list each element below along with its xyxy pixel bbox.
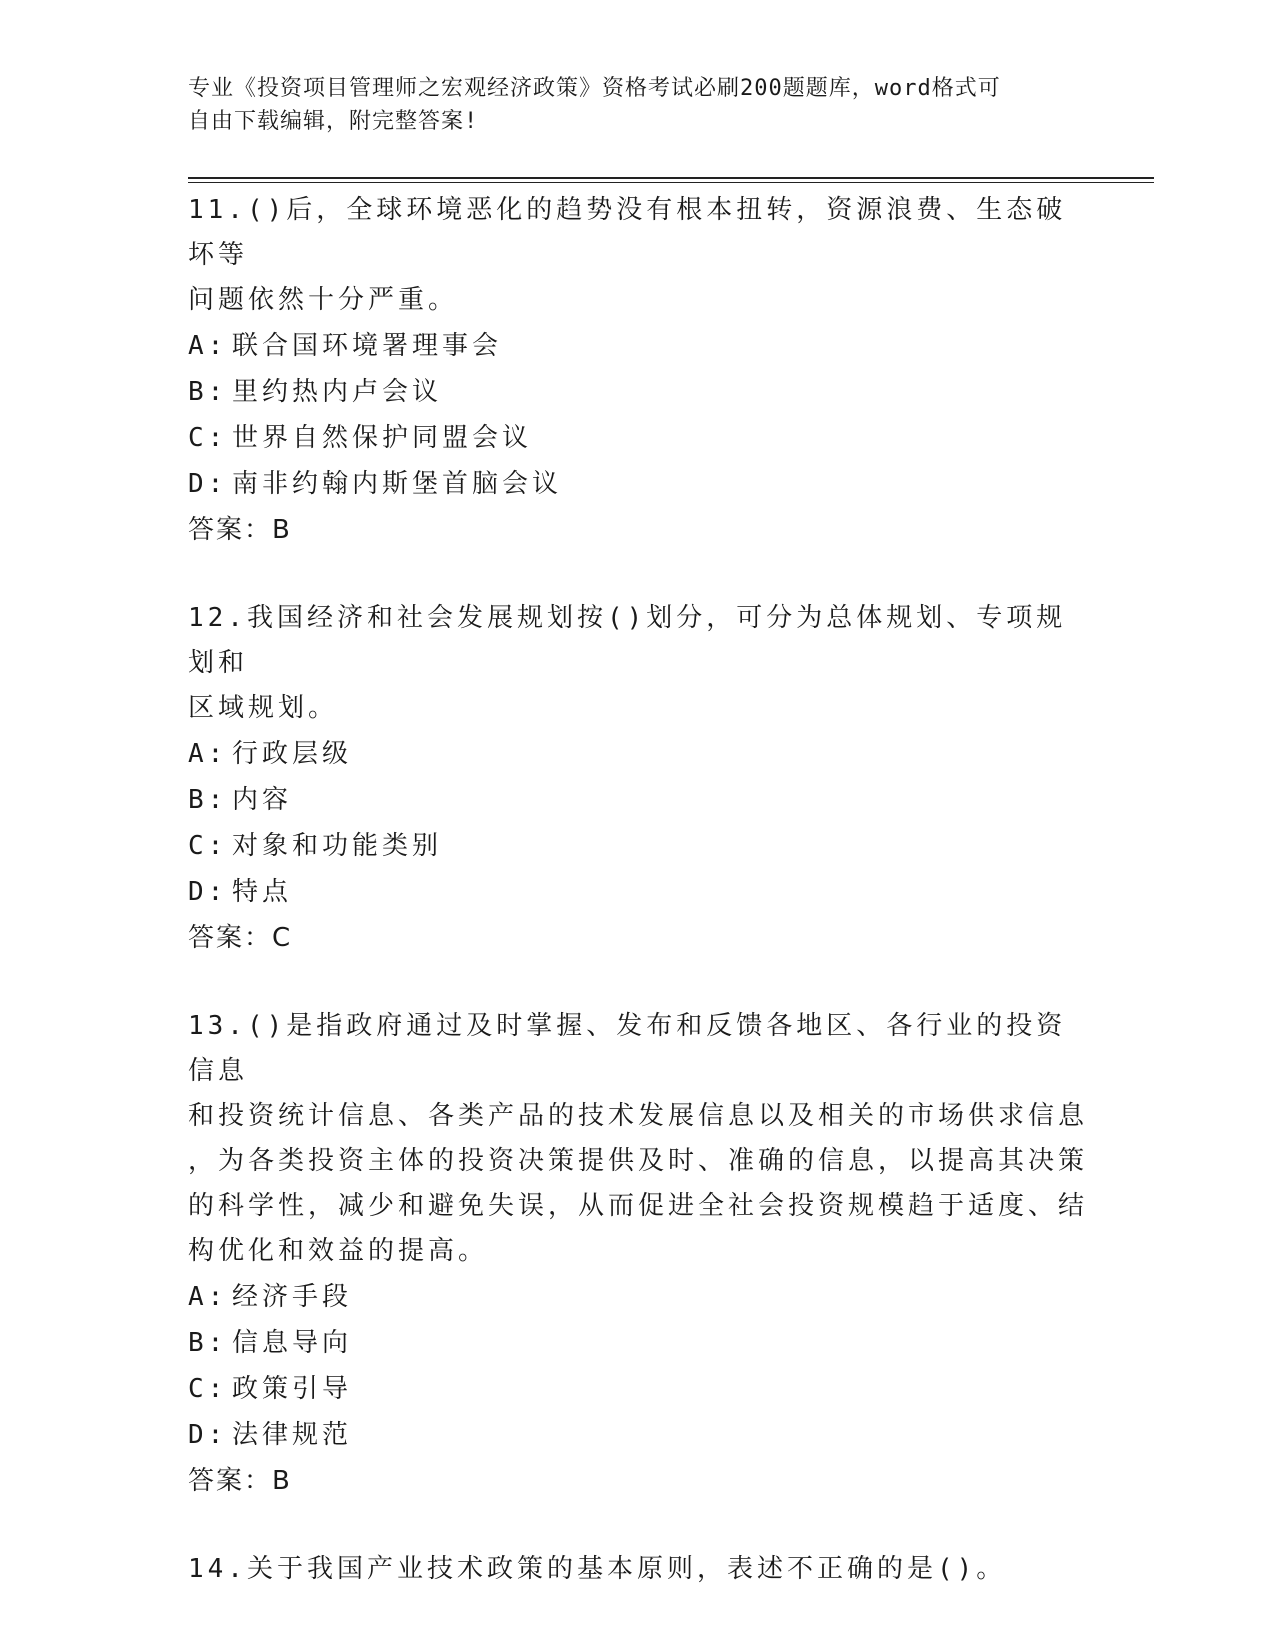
stem-line: ，为各类投资主体的投资决策提供及时、准确的信息，以提高其决策 [188,1146,1089,1176]
option-letter: A: [188,739,228,769]
question-12 [188,596,1088,961]
option-text: 里约热内卢会议 [232,377,443,407]
question-14 [188,1547,1088,1592]
question-13 [188,1004,1088,1504]
option-letter: D: [188,1420,228,1450]
header-line-1: 专业《投资项目管理师之宏观经济政策》资格考试必刷200题题库，word格式可 [188,76,1001,101]
option-a [188,323,1088,369]
stem-line: 问题依然十分严重。 [188,285,459,315]
option-c [188,1366,1088,1412]
header-line-2: 自由下载编辑，附完整答案! [188,109,479,134]
option-text: 对象和功能类别 [232,831,443,861]
option-letter: C: [188,423,228,453]
option-a [188,731,1088,777]
option-a [188,1274,1088,1320]
document-header [188,72,1088,138]
stem-line: 构优化和效益的提高。 [188,1236,489,1266]
option-d [188,461,1088,507]
answer: 答案：C [188,923,293,953]
option-letter: B: [188,1328,228,1358]
header-divider-thick [188,177,1154,179]
option-text: 法律规范 [232,1420,353,1450]
option-text: 内容 [232,785,293,815]
stem-line: 的科学性，减少和避免失误，从而促进全社会投资规模趋于适度、结 [188,1191,1089,1221]
stem-line: 区域规划。 [188,693,339,723]
option-text: 经济手段 [232,1282,353,1312]
option-text: 信息导向 [232,1328,353,1358]
option-text: 政策引导 [232,1374,353,1404]
option-letter: A: [188,1282,228,1312]
option-letter: C: [188,1374,228,1404]
question-stem [188,1547,1088,1592]
option-c [188,823,1088,869]
stem-line: 14.关于我国产业技术政策的基本原则，表述不正确的是()。 [188,1554,1007,1584]
option-letter: A: [188,331,228,361]
answer: 答案：B [188,515,292,545]
question-list [188,188,1088,1635]
question-stem [188,1004,1088,1274]
option-c [188,415,1088,461]
option-text: 南非约翰内斯堡首脑会议 [232,469,563,499]
option-letter: D: [188,469,228,499]
question-stem [188,596,1088,731]
stem-line: 12.我国经济和社会发展规划按()划分，可分为总体规划、专项规划和 [188,603,1067,678]
option-letter: C: [188,831,228,861]
option-b [188,777,1088,823]
option-text: 特点 [232,877,293,907]
header-divider-thin [188,182,1154,183]
option-letter: D: [188,877,228,907]
option-d [188,869,1088,915]
option-text: 世界自然保护同盟会议 [232,423,533,453]
option-text: 联合国环境署理事会 [232,331,503,361]
option-letter: B: [188,785,228,815]
option-text: 行政层级 [232,739,353,769]
stem-line: 11.()后，全球环境恶化的趋势没有根本扭转，资源浪费、生态破坏等 [188,195,1067,270]
option-d [188,1412,1088,1458]
answer: 答案：B [188,1466,292,1496]
question-stem [188,188,1088,323]
option-b [188,1320,1088,1366]
stem-line: 和投资统计信息、各类产品的技术发展信息以及相关的市场供求信息 [188,1101,1089,1131]
stem-line: 13.()是指政府通过及时掌握、发布和反馈各地区、各行业的投资信息 [188,1011,1067,1086]
question-11 [188,188,1088,553]
option-letter: B: [188,377,228,407]
option-b [188,369,1088,415]
